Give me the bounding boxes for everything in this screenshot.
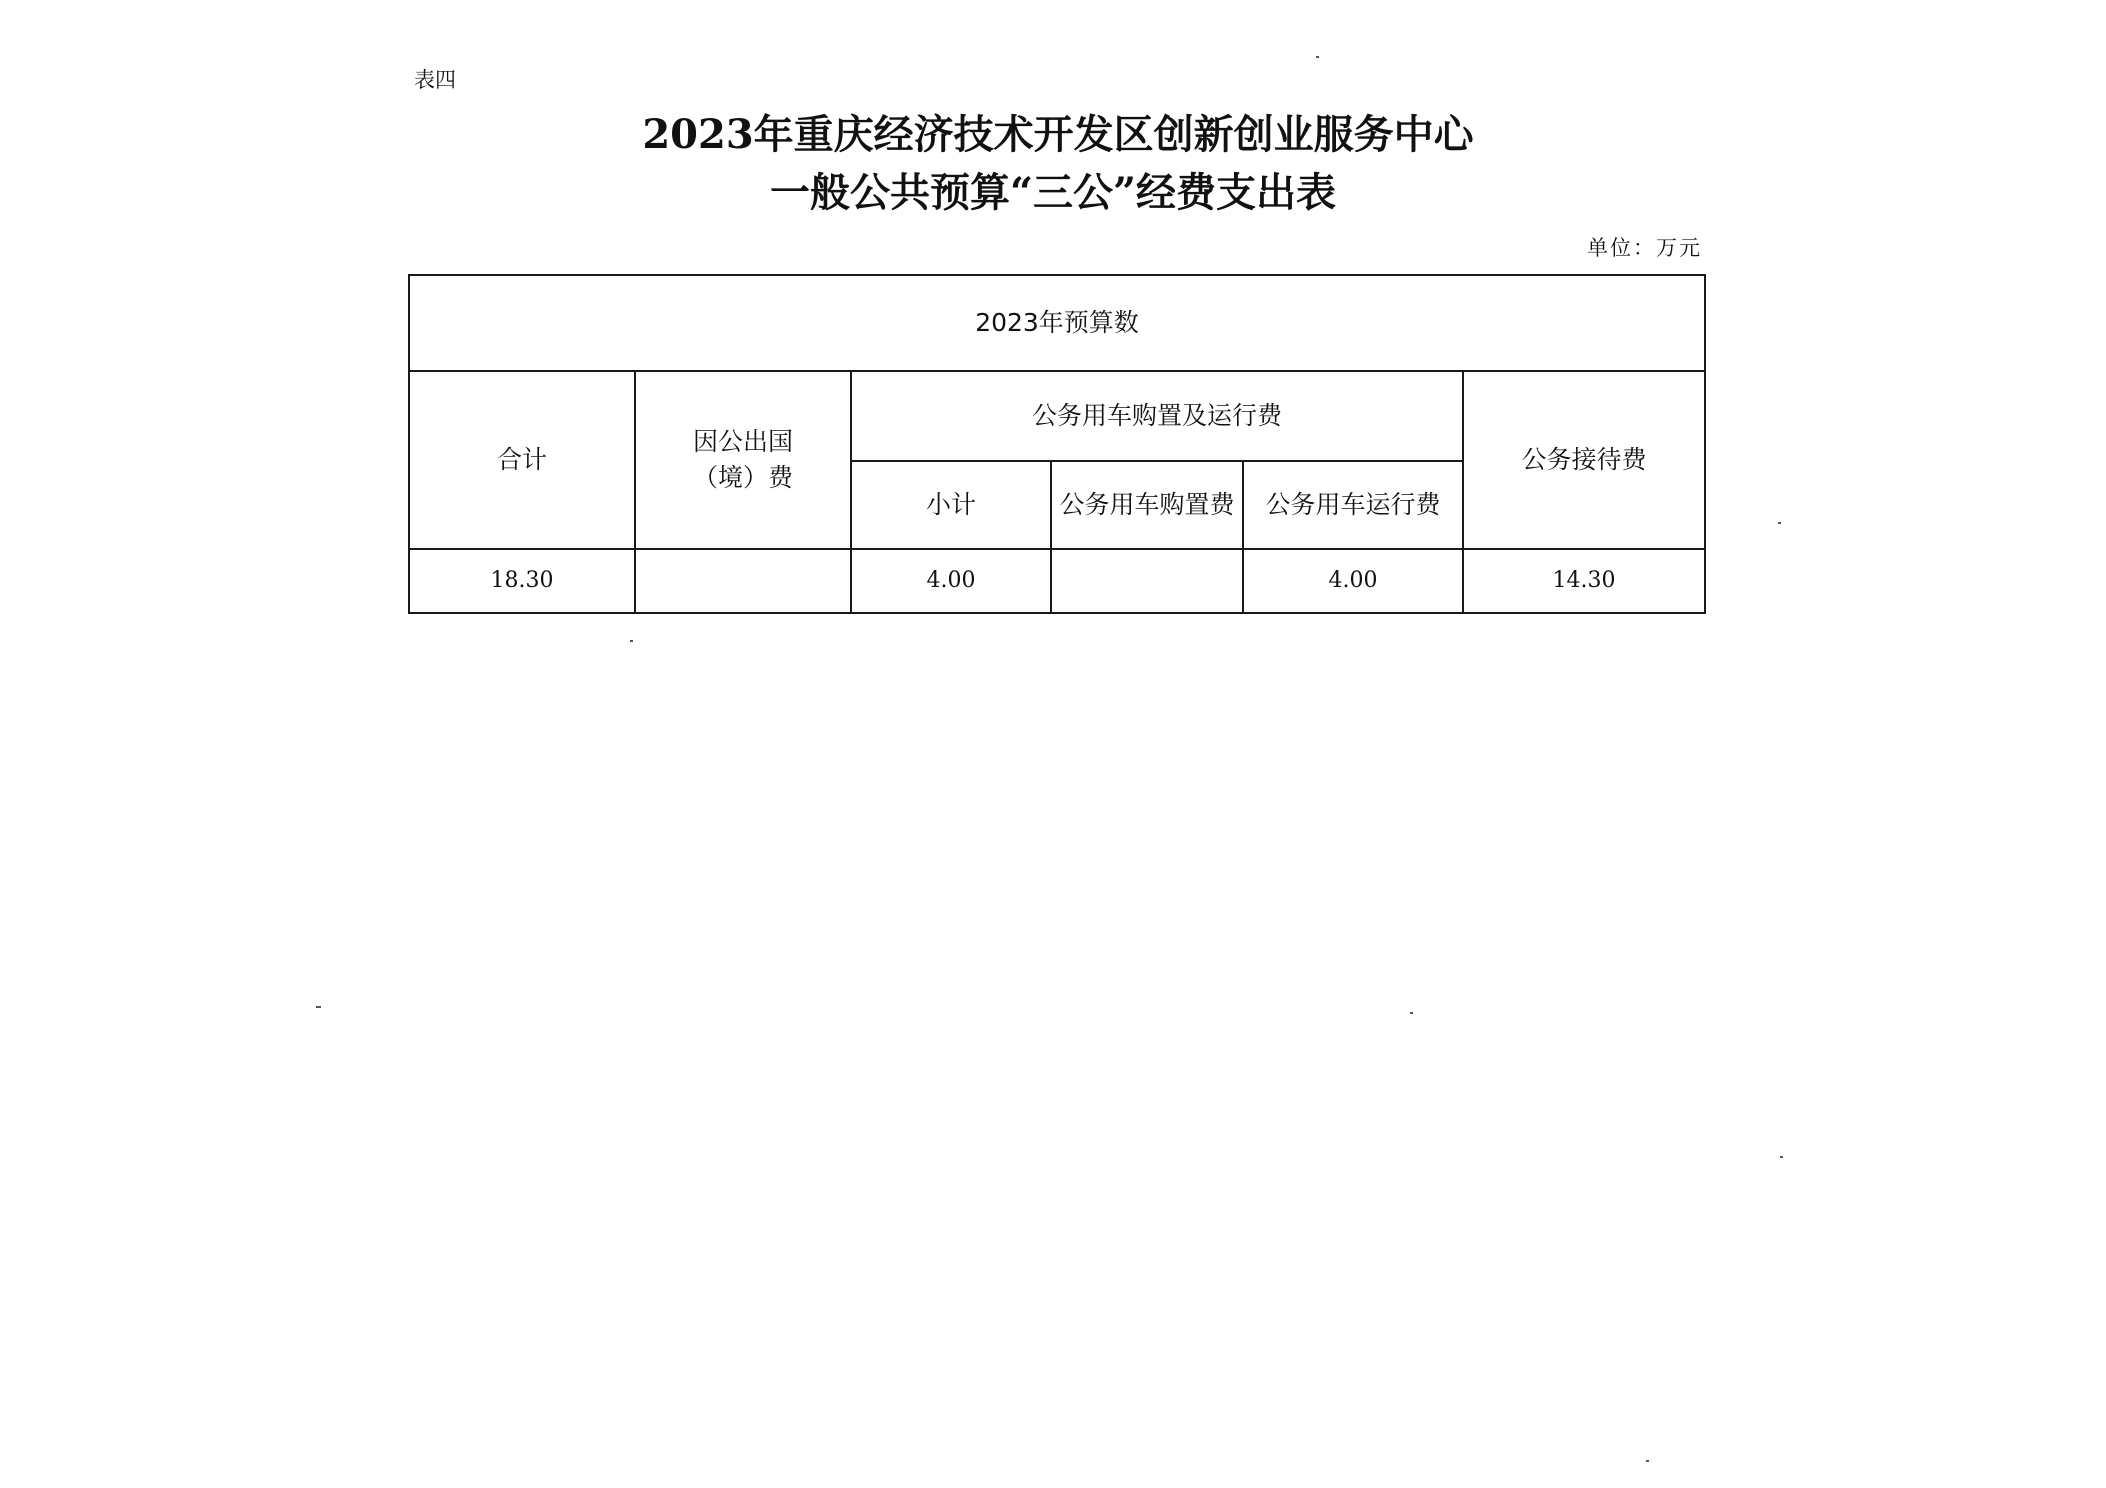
title-line-1: 2023年重庆经济技术开发区创新创业服务中心: [642, 111, 1474, 158]
scan-speck: [630, 640, 633, 642]
header-total: 合计: [409, 371, 635, 549]
page-label: 表四: [414, 68, 456, 92]
scan-speck: [1316, 56, 1319, 58]
header-overseas: [635, 371, 851, 549]
table-row: [409, 549, 1705, 613]
table-header-row-top: [409, 275, 1705, 371]
cell-total: 18.30: [409, 549, 635, 613]
header-overseas-label: 因公出国（境）费: [692, 427, 793, 492]
header-vehicle-purchase-label: 公务用车购置费: [1059, 490, 1235, 519]
header-reception: 公务接待费: [1463, 371, 1705, 549]
document-title: [0, 106, 2106, 222]
cell-overseas: [635, 549, 851, 613]
header-vehicle-subtotal: 小计: [851, 461, 1051, 549]
table-header-row-1: [409, 371, 1705, 461]
header-budget-year: 2023年预算数: [409, 275, 1705, 371]
header-vehicle-group: 公务用车购置及运行费: [851, 371, 1463, 461]
cell-vehicle-subtotal: 4.00: [851, 549, 1051, 613]
cell-vehicle-operation: 4.00: [1243, 549, 1463, 613]
scan-speck: [1410, 1012, 1413, 1014]
cell-vehicle-purchase: [1051, 549, 1243, 613]
budget-table: [408, 274, 1706, 614]
unit-label: 单位：万元: [1587, 236, 1702, 260]
scan-speck: [316, 1006, 321, 1008]
header-vehicle-operation-label: 公务用车运行费: [1265, 490, 1441, 519]
scan-speck: [1780, 1156, 1783, 1158]
scan-speck: [1778, 522, 1781, 524]
header-vehicle-operation: [1243, 461, 1463, 549]
scan-speck: [1646, 1460, 1649, 1462]
title-line-2: 一般公共预算“三公”经费支出表: [769, 169, 1336, 216]
header-vehicle-purchase: [1051, 461, 1243, 549]
cell-reception: 14.30: [1463, 549, 1705, 613]
